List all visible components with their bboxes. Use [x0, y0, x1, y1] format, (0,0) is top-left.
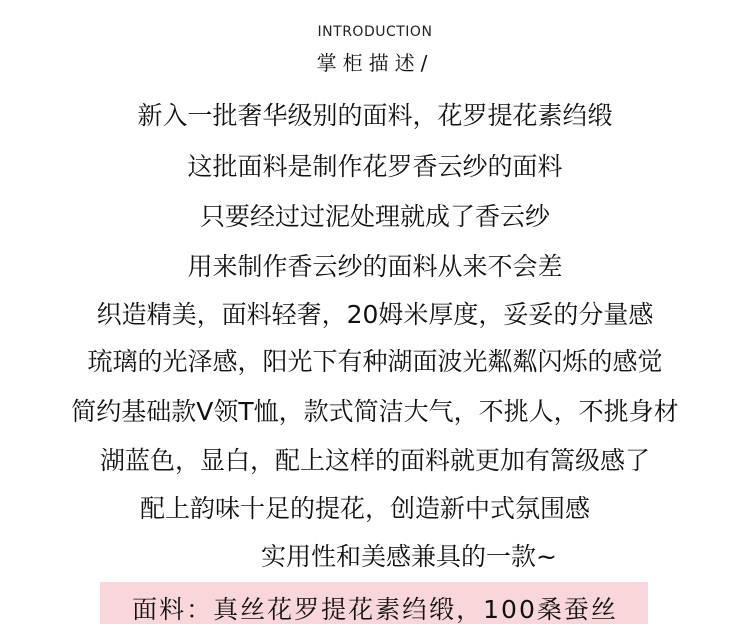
header-english-title: INTRODUCTION — [317, 24, 433, 40]
description-line: 新入一批奢华级别的面料，花罗提花素绉缎 — [137, 101, 613, 130]
description-line: 湖蓝色，显白，配上这样的面料就更加有篙级感了 — [99, 446, 650, 475]
description-line: 实用性和美感兼具的一款~ — [261, 542, 557, 571]
fabric-note-text: 面料：真丝花罗提花素绉缎，100桑蚕丝 — [132, 595, 618, 624]
description-line: 织造精美，面料轻奢，20姆米厚度，妥妥的分量感 — [96, 300, 654, 329]
description-line: 用来制作香云纱的面料从来不会差 — [187, 252, 563, 281]
header-chinese-title: 掌柜描述/ — [316, 51, 434, 75]
description-line: 简约基础款V领T恤，款式简洁大气，不挑人，不挑身材 — [71, 397, 679, 426]
description-line: 琉璃的光泽感，阳光下有种湖面波光粼粼闪烁的感觉 — [87, 347, 663, 376]
description-line: 这批面料是制作花罗香云纱的面料 — [187, 152, 563, 181]
description-line: 配上韵味十足的提花，创造新中式氛围感 — [139, 494, 590, 523]
description-line: 只要经过过泥处理就成了香云纱 — [199, 202, 550, 231]
